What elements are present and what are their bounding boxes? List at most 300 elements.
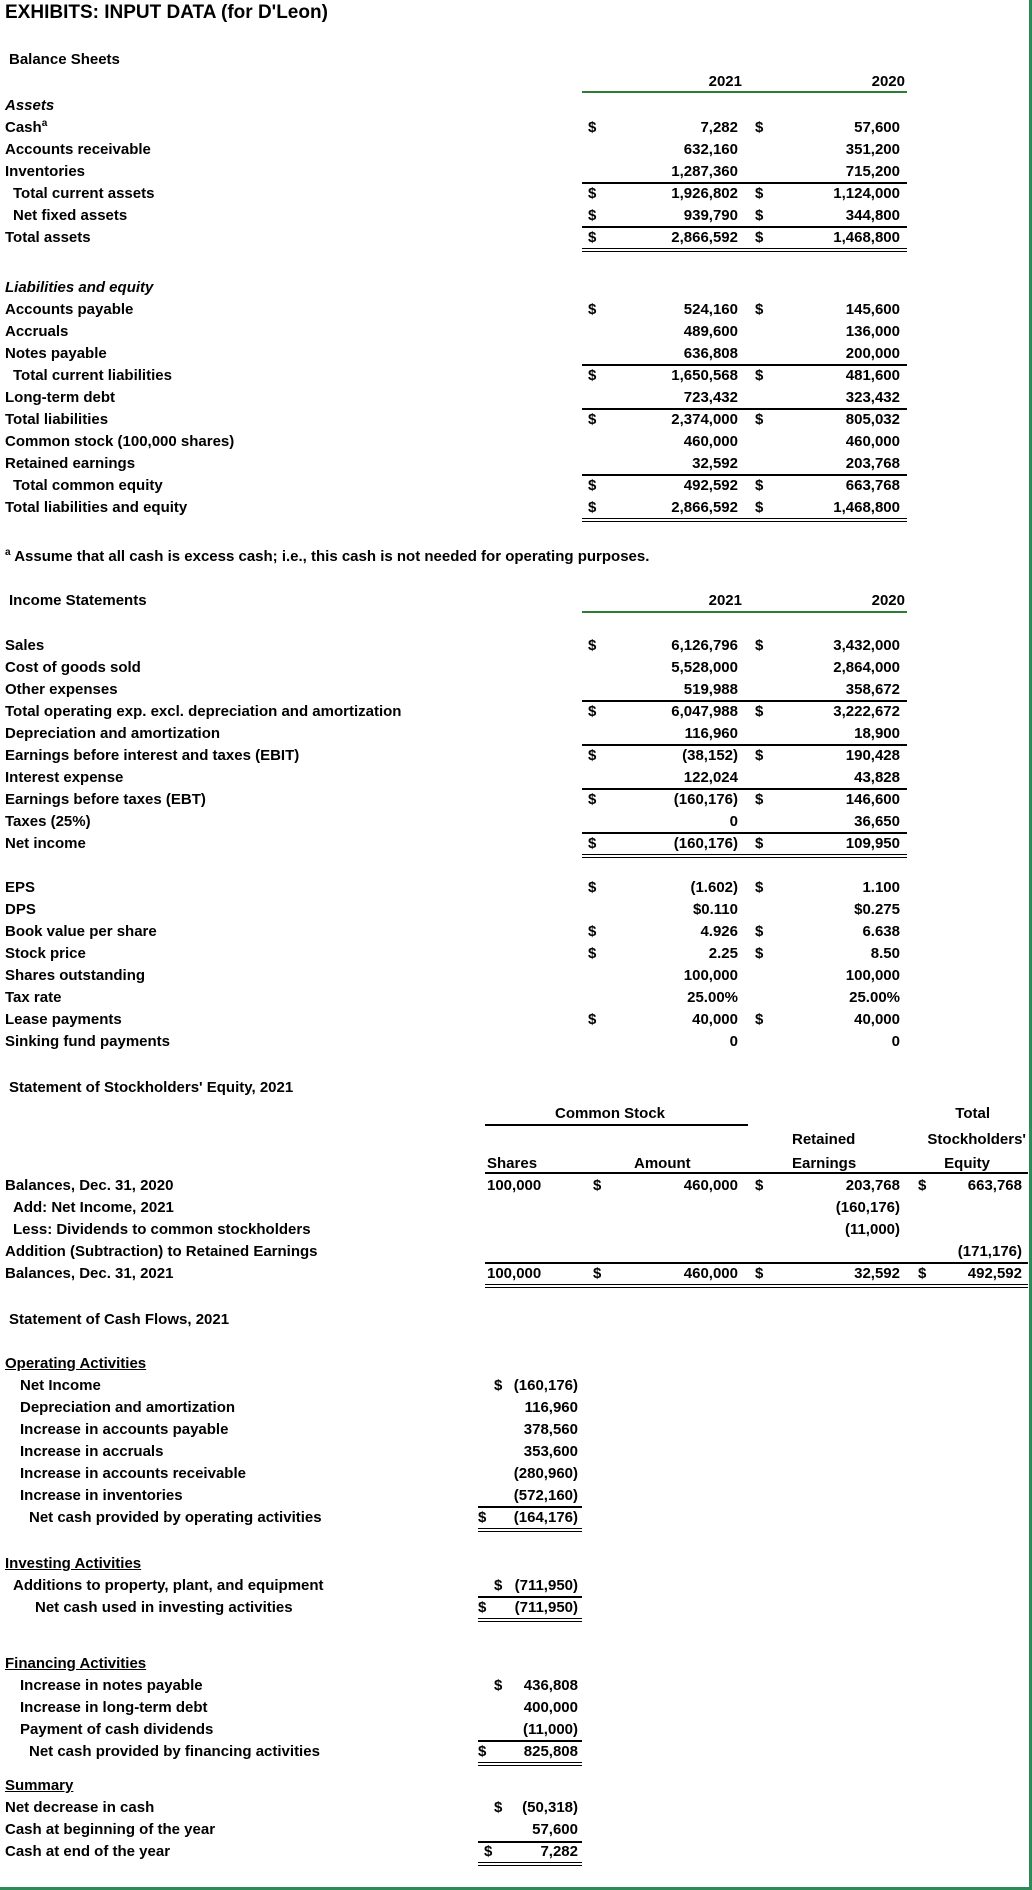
equity-row-label: Balances, Dec. 31, 2021 bbox=[5, 1265, 174, 1282]
asset-dollar-2020: $ bbox=[755, 185, 764, 202]
income-dollar-2020: $ bbox=[755, 835, 764, 852]
asset-value-2021: 1,287,360 bbox=[671, 163, 738, 180]
income-row bbox=[0, 657, 1028, 679]
summary-heading: Summary bbox=[5, 1777, 74, 1794]
financing-row-label: Increase in notes payable bbox=[20, 1677, 203, 1694]
income-row bbox=[0, 811, 1028, 833]
income-row bbox=[0, 723, 1028, 745]
total-header-3: Equity bbox=[944, 1155, 990, 1172]
page-title-row bbox=[0, 2, 1028, 28]
asset-dollar-2021: $ bbox=[588, 119, 597, 136]
financing-value: (11,000) bbox=[522, 1721, 578, 1738]
liability-row bbox=[0, 299, 1028, 321]
footnote-marker: a bbox=[5, 547, 11, 558]
liability-row bbox=[0, 497, 1028, 519]
operating-value: 378,560 bbox=[523, 1421, 578, 1438]
asset-dollar-2020: $ bbox=[755, 229, 764, 246]
operating-row-label: Increase in accounts payable bbox=[20, 1421, 229, 1438]
asset-dollar-2021: $ bbox=[588, 207, 597, 224]
summary-row bbox=[0, 1797, 1028, 1819]
asset-dollar-2020: $ bbox=[755, 119, 764, 136]
per-share-row bbox=[0, 1009, 1028, 1031]
liability-row bbox=[0, 453, 1028, 475]
per-share-value-2021: 40,000 bbox=[692, 1011, 738, 1028]
balance-sheet-years-row bbox=[0, 71, 1028, 93]
asset-dollar-2021: $ bbox=[588, 185, 597, 202]
income-value-2020: 18,900 bbox=[854, 725, 900, 742]
investing-row-label: Additions to property, plant, and equipment bbox=[13, 1577, 324, 1594]
liability-label: Total current liabilities bbox=[13, 367, 172, 384]
income-label: Total operating exp. excl. depreciation and amortization bbox=[5, 703, 402, 720]
liability-dollar-2020: $ bbox=[755, 499, 764, 516]
asset-value-2021: 1,926,802 bbox=[671, 185, 738, 202]
is-year-2020: 2020 bbox=[871, 592, 905, 609]
investing-total-row bbox=[0, 1597, 1028, 1619]
asset-label: Total current assets bbox=[13, 185, 155, 202]
footnote-text: Assume that all cash is excess cash; i.e., this cash is not needed for operating purposes. bbox=[14, 548, 650, 565]
operating-value: (572,160) bbox=[513, 1487, 578, 1504]
equity-amount-dollar: $ bbox=[593, 1177, 602, 1194]
operating-row-label: Depreciation and amortization bbox=[20, 1399, 236, 1416]
liability-value-2020: 805,032 bbox=[845, 411, 900, 428]
summary-rule bbox=[478, 1862, 582, 1863]
liability-label: Accruals bbox=[5, 323, 69, 340]
equity-statement-heading: Statement of Stockholders' Equity, 2021 bbox=[9, 1079, 294, 1096]
asset-label: Accounts receivable bbox=[5, 141, 151, 158]
liability-value-2021: 492,592 bbox=[683, 477, 738, 494]
summary-value: (50,318) bbox=[522, 1799, 578, 1816]
equity-retained: 203,768 bbox=[845, 1177, 900, 1194]
equity-row bbox=[0, 1263, 1028, 1285]
income-label: Net income bbox=[5, 835, 86, 852]
income-value-2020: 146,600 bbox=[845, 791, 900, 808]
operating-row-label: Increase in inventories bbox=[20, 1487, 183, 1504]
operating-heading: Operating Activities bbox=[5, 1355, 147, 1372]
income-value-2021: 6,047,988 bbox=[671, 703, 738, 720]
liability-row bbox=[0, 475, 1028, 497]
liability-value-2020: 145,600 bbox=[845, 301, 900, 318]
income-dollar-2021: $ bbox=[588, 703, 597, 720]
asset-value-2021: 939,790 bbox=[683, 207, 738, 224]
financing-row-label: Increase in long-term debt bbox=[20, 1699, 208, 1716]
income-value-2020: 190,428 bbox=[845, 747, 900, 764]
income-label: Other expenses bbox=[5, 681, 118, 698]
asset-row bbox=[0, 205, 1028, 227]
per-share-label: DPS bbox=[5, 901, 36, 918]
asset-dollar-2021: $ bbox=[588, 229, 597, 246]
asset-label: Total assets bbox=[5, 229, 91, 246]
total-header-1: Total bbox=[955, 1105, 990, 1122]
per-share-dollar-2020: $ bbox=[755, 1011, 764, 1028]
per-share-dollar-2020: $ bbox=[755, 945, 764, 962]
asset-value-2020: 344,800 bbox=[845, 207, 900, 224]
cashflow-heading-row bbox=[0, 1309, 1028, 1331]
financing-dollar: $ bbox=[494, 1677, 503, 1694]
footnote-marker: a bbox=[41, 118, 48, 129]
income-value-2020: 43,828 bbox=[854, 769, 900, 786]
income-rule bbox=[582, 854, 907, 855]
financing-rule bbox=[478, 1765, 582, 1766]
per-share-label: Lease payments bbox=[5, 1011, 122, 1028]
per-share-value-2021: 100,000 bbox=[683, 967, 738, 984]
equity-total-dollar: $ bbox=[918, 1177, 927, 1194]
financing-value: 400,000 bbox=[523, 1699, 578, 1716]
operating-row-label: Net Income bbox=[20, 1377, 101, 1394]
assets-heading: Assets bbox=[5, 97, 55, 114]
per-share-row bbox=[0, 877, 1028, 899]
total-header-2: Stockholders' bbox=[927, 1131, 1026, 1148]
liability-value-2021: 460,000 bbox=[683, 433, 738, 450]
liability-value-2021: 32,592 bbox=[692, 455, 738, 472]
common-stock-underline bbox=[485, 1124, 748, 1126]
per-share-value-2021: (1.602) bbox=[690, 879, 738, 896]
income-value-2021: 122,024 bbox=[683, 769, 738, 786]
income-value-2020: 358,672 bbox=[845, 681, 900, 698]
income-row bbox=[0, 833, 1028, 855]
equity-heading-row bbox=[0, 1077, 1028, 1099]
income-value-2021: (160,176) bbox=[673, 835, 738, 852]
operating-row bbox=[0, 1397, 1028, 1419]
financing-heading: Financing Activities bbox=[5, 1655, 147, 1672]
asset-label: Cash$^a$ bbox=[5, 118, 48, 136]
equity-row bbox=[0, 1219, 1028, 1241]
per-share-value-2020: $0.275 bbox=[854, 901, 900, 918]
asset-row bbox=[0, 227, 1028, 249]
investing-value: (711,950) bbox=[514, 1577, 578, 1594]
retained-header-1: Retained bbox=[792, 1131, 856, 1148]
liability-row bbox=[0, 431, 1028, 453]
financing-row bbox=[0, 1675, 1028, 1697]
liability-value-2021: 524,160 bbox=[683, 301, 738, 318]
investing-row bbox=[0, 1575, 1028, 1597]
common-stock-header: Common Stock bbox=[555, 1105, 666, 1122]
financing-row bbox=[0, 1719, 1028, 1741]
liability-row bbox=[0, 343, 1028, 365]
operating-rule bbox=[478, 1531, 582, 1532]
page-title: EXHIBITS: INPUT DATA (for D'Leon) bbox=[5, 2, 328, 23]
liability-value-2020: 460,000 bbox=[845, 433, 900, 450]
income-label: Depreciation and amortization bbox=[5, 725, 221, 742]
footnote bbox=[5, 548, 649, 566]
financing-rule bbox=[478, 1762, 582, 1763]
retained-header-2: Earnings bbox=[792, 1155, 857, 1172]
income-value-2020: 2,864,000 bbox=[833, 659, 900, 676]
income-value-2021: 6,126,796 bbox=[671, 637, 738, 654]
income-value-2021: (160,176) bbox=[673, 791, 738, 808]
income-row bbox=[0, 679, 1028, 701]
liability-label: Accounts payable bbox=[5, 301, 134, 318]
summary-value: 57,600 bbox=[532, 1821, 578, 1838]
equity-header-row-1 bbox=[0, 1103, 1028, 1125]
liability-dollar-2021: $ bbox=[588, 499, 597, 516]
financing-row bbox=[0, 1697, 1028, 1719]
liabilities-equity-heading: Liabilities and equity bbox=[5, 279, 154, 296]
financing-value: 436,808 bbox=[523, 1677, 578, 1694]
liability-value-2020: 323,432 bbox=[845, 389, 900, 406]
liability-value-2020: 1,468,800 bbox=[833, 499, 900, 516]
investing-total-dollar: $ bbox=[478, 1599, 487, 1616]
liability-value-2021: 1,650,568 bbox=[671, 367, 738, 384]
income-statements-heading: Income Statements bbox=[9, 592, 147, 609]
equity-total: 663,768 bbox=[967, 1177, 1022, 1194]
liability-label: Total liabilities bbox=[5, 411, 109, 428]
liability-value-2021: 2,866,592 bbox=[671, 499, 738, 516]
balance-sheet-header-row bbox=[0, 49, 1028, 71]
income-value-2021: 5,528,000 bbox=[671, 659, 738, 676]
investing-dollar: $ bbox=[494, 1577, 503, 1594]
income-label: Cost of goods sold bbox=[5, 659, 141, 676]
equity-row-label: Balances, Dec. 31, 2020 bbox=[5, 1177, 174, 1194]
financing-heading-row bbox=[0, 1653, 1028, 1675]
per-share-row bbox=[0, 1031, 1028, 1053]
per-share-value-2020: 1.100 bbox=[862, 879, 900, 896]
equity-header-row-2 bbox=[0, 1129, 1028, 1151]
liability-rule bbox=[582, 521, 907, 522]
equity-shares: 100,000 bbox=[487, 1265, 542, 1282]
equity-rule bbox=[485, 1287, 1028, 1288]
liability-label: Total liabilities and equity bbox=[5, 499, 188, 516]
operating-row bbox=[0, 1463, 1028, 1485]
per-share-value-2021: $0.110 bbox=[692, 901, 738, 918]
equity-row bbox=[0, 1197, 1028, 1219]
liability-value-2021: 636,808 bbox=[683, 345, 738, 362]
asset-rule bbox=[582, 248, 907, 249]
per-share-dollar-2021: $ bbox=[588, 879, 597, 896]
income-value-2021: 116,960 bbox=[684, 725, 738, 742]
summary-row-label: Cash at end of the year bbox=[5, 1843, 171, 1860]
asset-value-2021: 2,866,592 bbox=[671, 229, 738, 246]
cash-flow-heading: Statement of Cash Flows, 2021 bbox=[9, 1311, 230, 1328]
liability-dollar-2021: $ bbox=[588, 477, 597, 494]
per-share-row bbox=[0, 943, 1028, 965]
liability-label: Common stock (100,000 shares) bbox=[5, 433, 235, 450]
per-share-dollar-2020: $ bbox=[755, 879, 764, 896]
income-label: Interest expense bbox=[5, 769, 124, 786]
asset-value-2021: 632,160 bbox=[683, 141, 738, 158]
equity-retained: (160,176) bbox=[835, 1199, 900, 1216]
financing-row-label: Payment of cash dividends bbox=[20, 1721, 214, 1738]
per-share-dollar-2021: $ bbox=[588, 1011, 597, 1028]
income-row bbox=[0, 767, 1028, 789]
operating-rule bbox=[478, 1528, 582, 1529]
income-value-2020: 109,950 bbox=[845, 835, 900, 852]
income-dollar-2020: $ bbox=[755, 637, 764, 654]
income-label: Earnings before interest and taxes (EBIT) bbox=[5, 747, 300, 764]
equity-retained: 32,592 bbox=[854, 1265, 900, 1282]
income-row bbox=[0, 789, 1028, 811]
per-share-row bbox=[0, 921, 1028, 943]
investing-heading: Investing Activities bbox=[5, 1555, 142, 1572]
liability-row bbox=[0, 365, 1028, 387]
per-share-value-2021: 2.25 bbox=[708, 945, 738, 962]
asset-value-2020: 715,200 bbox=[845, 163, 900, 180]
liability-dollar-2021: $ bbox=[588, 301, 597, 318]
per-share-value-2021: 4.926 bbox=[700, 923, 738, 940]
investing-heading-row bbox=[0, 1553, 1028, 1575]
per-share-value-2020: 0 bbox=[891, 1033, 900, 1050]
equity-row bbox=[0, 1175, 1028, 1197]
operating-value: (280,960) bbox=[513, 1465, 578, 1482]
per-share-dollar-2021: $ bbox=[588, 923, 597, 940]
income-value-2021: 0 bbox=[729, 813, 738, 830]
per-share-value-2020: 6.638 bbox=[862, 923, 900, 940]
income-row bbox=[0, 701, 1028, 723]
income-label: Taxes (25%) bbox=[5, 813, 91, 830]
equity-total-dollar: $ bbox=[918, 1265, 927, 1282]
income-dollar-2021: $ bbox=[588, 747, 597, 764]
investing-rule bbox=[478, 1621, 582, 1622]
asset-row bbox=[0, 183, 1028, 205]
asset-row bbox=[0, 161, 1028, 183]
income-value-2020: 3,222,672 bbox=[833, 703, 900, 720]
equity-row-label: Add: Net Income, 2021 bbox=[13, 1199, 174, 1216]
footnote-row bbox=[0, 546, 1028, 568]
equity-header-underline bbox=[485, 1172, 1028, 1174]
income-dollar-2021: $ bbox=[588, 791, 597, 808]
per-share-row bbox=[0, 965, 1028, 987]
income-dollar-2020: $ bbox=[755, 747, 764, 764]
income-dollar-2020: $ bbox=[755, 703, 764, 720]
asset-row bbox=[0, 139, 1028, 161]
equity-rule bbox=[485, 1284, 1028, 1285]
per-share-label: Book value per share bbox=[5, 923, 157, 940]
shares-header: Shares bbox=[487, 1155, 538, 1172]
equity-row-label: Less: Dividends to common stockholders bbox=[13, 1221, 311, 1238]
operating-row bbox=[0, 1441, 1028, 1463]
income-header-row bbox=[0, 590, 1028, 612]
operating-total-value: (164,176) bbox=[513, 1509, 578, 1526]
asset-value-2020: 351,200 bbox=[845, 141, 900, 158]
liability-dollar-2021: $ bbox=[588, 367, 597, 384]
operating-total-dollar: $ bbox=[478, 1509, 487, 1526]
income-value-2020: 3,432,000 bbox=[833, 637, 900, 654]
income-label: Earnings before taxes (EBT) bbox=[5, 791, 206, 808]
income-value-2021: 519,988 bbox=[683, 681, 738, 698]
liability-dollar-2020: $ bbox=[755, 301, 764, 318]
income-value-2020: 36,650 bbox=[854, 813, 900, 830]
liability-value-2020: 663,768 bbox=[845, 477, 900, 494]
operating-row bbox=[0, 1419, 1028, 1441]
liability-label: Long-term debt bbox=[5, 389, 115, 406]
operating-total-label: Net cash provided by operating activities bbox=[29, 1509, 322, 1526]
liability-rule bbox=[582, 518, 907, 519]
operating-row-label: Increase in accounts receivable bbox=[20, 1465, 246, 1482]
income-dollar-2021: $ bbox=[588, 637, 597, 654]
asset-value-2021: 7,282 bbox=[700, 119, 738, 136]
liab-heading-row bbox=[0, 277, 1028, 299]
summary-row bbox=[0, 1841, 1028, 1863]
summary-dollar: $ bbox=[494, 1799, 503, 1816]
per-share-label: EPS bbox=[5, 879, 36, 896]
operating-row-label: Increase in accruals bbox=[20, 1443, 164, 1460]
per-share-value-2020: 40,000 bbox=[854, 1011, 900, 1028]
per-share-value-2020: 8.50 bbox=[870, 945, 900, 962]
equity-amount: 460,000 bbox=[683, 1265, 738, 1282]
liability-value-2021: 723,432 bbox=[683, 389, 738, 406]
asset-row bbox=[0, 117, 1028, 139]
income-rule bbox=[582, 857, 907, 858]
liability-dollar-2020: $ bbox=[755, 477, 764, 494]
liability-label: Notes payable bbox=[5, 345, 107, 362]
asset-dollar-2020: $ bbox=[755, 207, 764, 224]
equity-total: 492,592 bbox=[967, 1265, 1022, 1282]
equity-shares: 100,000 bbox=[487, 1177, 542, 1194]
operating-total-row bbox=[0, 1507, 1028, 1529]
summary-row bbox=[0, 1819, 1028, 1841]
liability-row bbox=[0, 387, 1028, 409]
liability-row bbox=[0, 321, 1028, 343]
investing-total-value: (711,950) bbox=[514, 1599, 578, 1616]
investing-rule bbox=[478, 1618, 582, 1619]
bs-year-2021: 2021 bbox=[708, 73, 742, 90]
per-share-label: Tax rate bbox=[5, 989, 62, 1006]
summary-rule bbox=[478, 1865, 582, 1866]
per-share-value-2020: 25.00% bbox=[849, 989, 900, 1006]
liability-value-2020: 136,000 bbox=[845, 323, 900, 340]
equity-total: (171,176) bbox=[957, 1243, 1022, 1260]
operating-value: 353,600 bbox=[523, 1443, 578, 1460]
liability-label: Total common equity bbox=[13, 477, 163, 494]
operating-row bbox=[0, 1485, 1028, 1507]
financing-total-row bbox=[0, 1741, 1028, 1763]
liability-label: Retained earnings bbox=[5, 455, 136, 472]
per-share-label: Sinking fund payments bbox=[5, 1033, 171, 1050]
liability-dollar-2020: $ bbox=[755, 411, 764, 428]
income-row bbox=[0, 745, 1028, 767]
operating-value: (160,176) bbox=[513, 1377, 578, 1394]
liability-value-2020: 200,000 bbox=[845, 345, 900, 362]
equity-retained-dollar: $ bbox=[755, 1265, 764, 1282]
liability-row bbox=[0, 409, 1028, 431]
liability-value-2020: 203,768 bbox=[845, 455, 900, 472]
per-share-row bbox=[0, 899, 1028, 921]
operating-heading-row bbox=[0, 1353, 1028, 1375]
asset-rule bbox=[582, 251, 907, 252]
per-share-value-2021: 25.00% bbox=[687, 989, 738, 1006]
summary-heading-row bbox=[0, 1775, 1028, 1797]
equity-row bbox=[0, 1241, 1028, 1263]
financing-total-dollar: $ bbox=[478, 1743, 487, 1760]
liability-dollar-2021: $ bbox=[588, 411, 597, 428]
assets-heading-row bbox=[0, 95, 1028, 117]
liability-value-2021: 2,374,000 bbox=[671, 411, 738, 428]
operating-dollar: $ bbox=[494, 1377, 503, 1394]
summary-row-label: Cash at beginning of the year bbox=[5, 1821, 216, 1838]
per-share-dollar-2021: $ bbox=[588, 945, 597, 962]
equity-retained-dollar: $ bbox=[755, 1177, 764, 1194]
amount-header: Amount bbox=[634, 1155, 691, 1172]
summary-row-label: Net decrease in cash bbox=[5, 1799, 155, 1816]
is-year-2021: 2021 bbox=[708, 592, 742, 609]
per-share-value-2021: 0 bbox=[729, 1033, 738, 1050]
summary-dollar: $ bbox=[484, 1843, 493, 1860]
liability-dollar-2020: $ bbox=[755, 367, 764, 384]
bs-year-2020: 2020 bbox=[871, 73, 905, 90]
operating-row bbox=[0, 1375, 1028, 1397]
asset-value-2020: 57,600 bbox=[854, 119, 900, 136]
balance-sheet-heading: Balance Sheets bbox=[9, 51, 120, 68]
asset-label: Inventories bbox=[5, 163, 86, 180]
equity-amount-dollar: $ bbox=[593, 1265, 602, 1282]
per-share-row bbox=[0, 987, 1028, 1009]
income-dollar-2021: $ bbox=[588, 835, 597, 852]
equity-retained: (11,000) bbox=[844, 1221, 900, 1238]
income-value-2021: (38,152) bbox=[682, 747, 738, 764]
is-header-underline bbox=[582, 611, 907, 613]
financing-total-value: 825,808 bbox=[523, 1743, 578, 1760]
income-label: Sales bbox=[5, 637, 45, 654]
liability-value-2020: 481,600 bbox=[845, 367, 900, 384]
